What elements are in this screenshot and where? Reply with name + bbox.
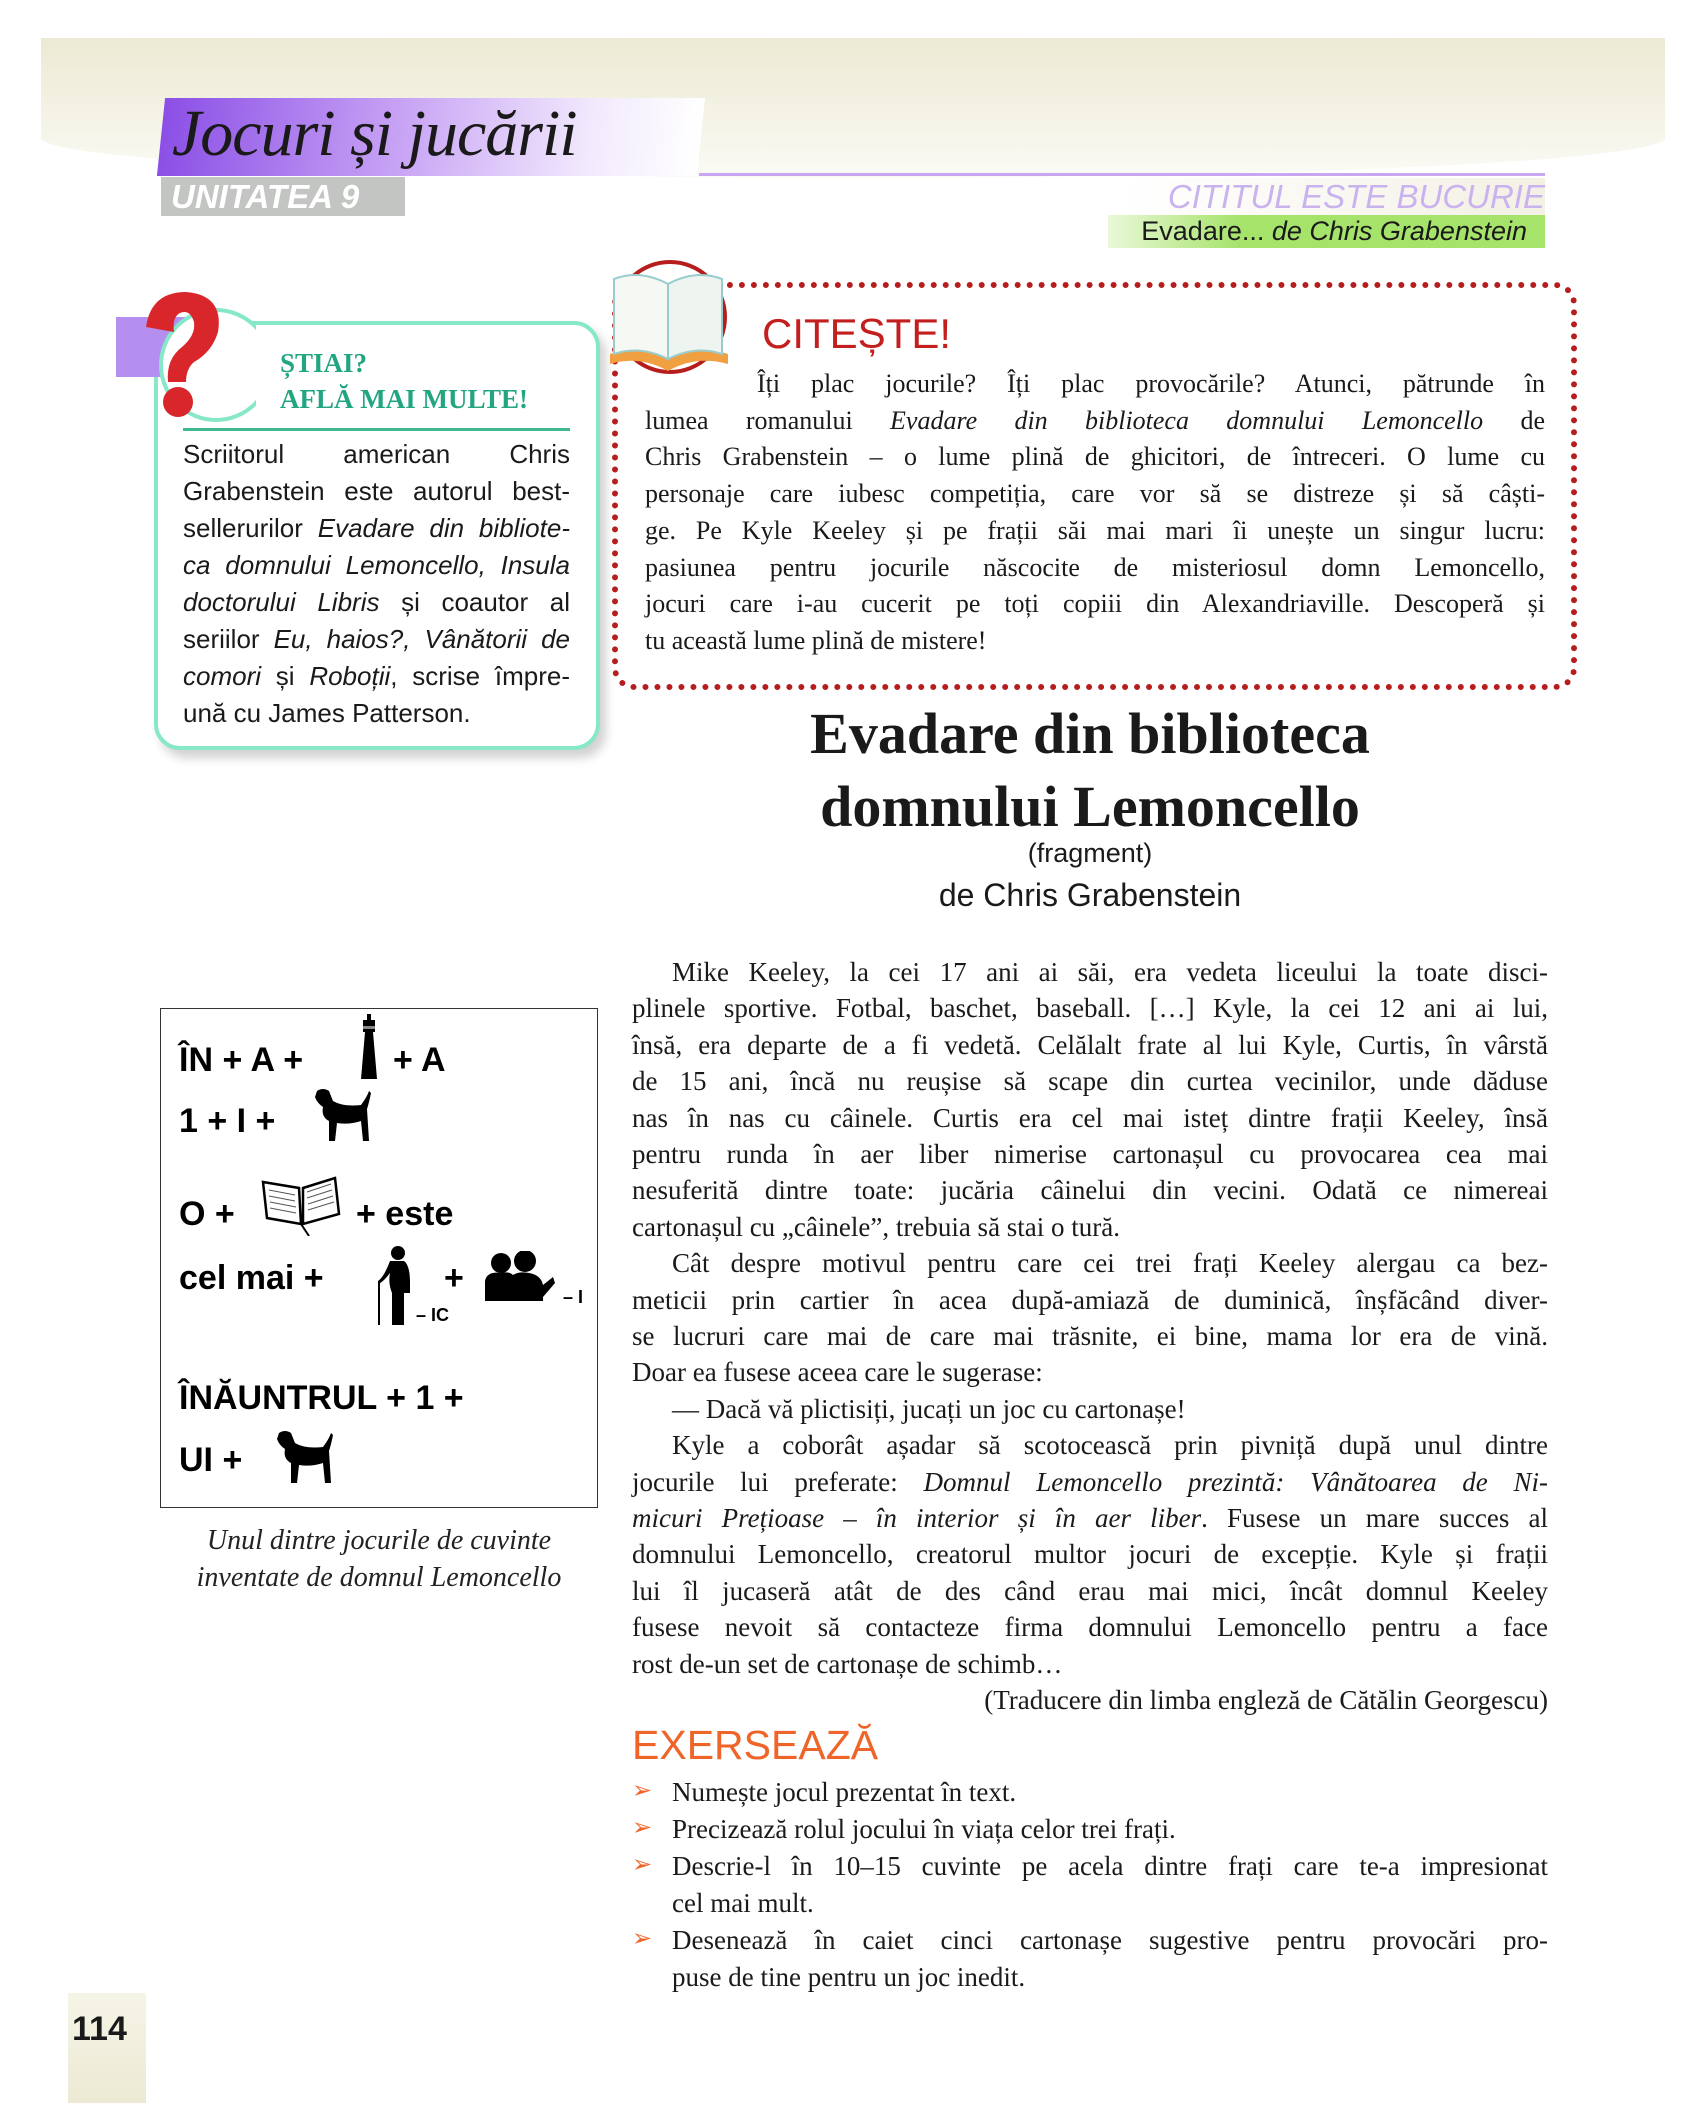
puzzle-row-5: ÎNĂUNTRUL + 1 + [179,1379,464,1417]
exercise-item: Desenează în caiet cinci cartonașe sugestive pentru provocări pro- [672,1925,1548,1955]
info-line [183,621,570,658]
text: meticii prin cartier în acea după-amiază de duminică, înșfăcând diver- [632,1284,1548,1315]
text: însă, era departe de a fi vedetă. Celălalt frate al lui Kyle, Curtis, în vârstă [632,1029,1548,1060]
text: sellerurilor [183,513,318,543]
unit-label: UNITATEA 9 [161,177,405,216]
old-man-icon [376,1245,416,1325]
story-line [672,954,1548,990]
text: Grabenstein este autorul best- [183,476,570,506]
text: seriilor [183,624,274,654]
text: pasiunea pentru jocurile născocite de misteriosul domn Lemoncello, [645,552,1545,582]
story-line [632,1172,1548,1208]
lesson-subtitle [1108,215,1545,248]
section-label: CITITUL ESTE BUCURIE [1122,178,1545,216]
read-line [645,623,1545,660]
puzzle-caption [160,1522,598,1596]
question-mark-icon [116,287,256,423]
story-title-line-2: domnului Lemoncello [820,774,1360,839]
puzzle-row-1a: ÎN + A + [179,1041,304,1079]
text: jocuri care i-au cucerit pe toți copiii din Alexandriaville. Descoperă și [645,589,1545,619]
read-line [645,403,1545,440]
text: — Dacă vă plictisiți, jucați un joc cu cartonașe! [672,1393,1186,1424]
bullet-arrow-icon: ➢ [632,1852,653,1878]
bullet-arrow-icon: ➢ [632,1778,653,1804]
story-line [632,1609,1548,1645]
puzzle-row-4b: + [444,1259,464,1297]
caption-line-2: inventate de domnul Lemoncello [196,1562,562,1593]
story-line [672,1427,1548,1463]
text: jocurile lui preferate: [632,1466,924,1497]
story-line [632,1136,1548,1172]
text: Chris Grabenstein – o lume plină de ghicitori, de întreceri. O lume cu [645,442,1545,472]
story-line [632,1100,1548,1136]
text: rost de-un set de cartonașe de schimb… [632,1648,1063,1679]
italic-text: comori [183,661,262,691]
italic-text: Roboții [309,661,391,691]
read-line [645,476,1545,513]
info-heading-2: AFLĂ MAI MULTE! [280,384,529,414]
text: domnului Lemoncello, creatorul multor jocuri de excepție. Kyle și frații [632,1539,1548,1570]
exercise-item: cel mai mult. [672,1888,814,1918]
text: Cât despre motivul pentru care cei trei frați Keeley alergau ca bez- [672,1248,1548,1279]
unit-title: Jocuri și jucării [172,97,577,170]
story-line [632,1464,1548,1500]
exercise-item: Descrie-l în 10–15 cuvinte pe acela dintre frați care te-a impresionat [672,1851,1548,1881]
dog-icon [313,1087,373,1143]
read-line [645,439,1545,476]
story-line [632,1354,1548,1390]
text: plinele sportive. Fotbal, baschet, baseball. […] Kyle, la cei 12 ani ai lui, [632,993,1548,1024]
text: și coautor al [379,587,570,617]
puzzle-minus-ic: – IC [416,1305,450,1325]
text: se lucruri care mai de care mai trăsnite, ei bine, mama lor era de vină. [632,1321,1548,1351]
puzzle-row-3a: O + [179,1195,235,1233]
italic-text: Domnul Lemoncello prezintă: Vânătoarea de Ni- [923,1466,1548,1497]
page-number: 114 [72,2010,127,2048]
story-line [632,1318,1548,1354]
text: tu această lume plină de mistere! [645,625,987,655]
info-line [183,695,570,732]
story-line [632,1573,1548,1609]
info-line [183,473,570,510]
lighthouse-icon [356,1014,382,1079]
text: Scriitorul american Chris [183,439,570,469]
italic-text: Eu, haios?, Vânătorii de [273,624,570,654]
exercises-heading: EXERSEAZĂ [632,1722,879,1768]
story-line [632,1282,1548,1318]
info-line [183,547,570,584]
italic-text: micuri Prețioase – în interior și în aer liber [632,1503,1202,1533]
read-line [645,550,1545,587]
italic-text: Evadare din biblioteca domnului Lemoncello [890,405,1484,435]
story-line [632,1500,1548,1536]
exercise-item: Precizează rolul jocului în viața celor trei frați. [672,1814,1176,1844]
bullet-arrow-icon: ➢ [632,1815,653,1841]
text: . Fusese un mare succes al [1201,1503,1549,1533]
book-icon [261,1174,341,1236]
text: lumea romanului [645,405,891,435]
text: ge. Pe Kyle Keeley și pe frații săi mai mari îi unește un singur lucru: [645,515,1545,545]
info-heading-1: ȘTIAI? [280,348,368,378]
puzzle-row-4a: cel mai + [179,1259,324,1297]
story-line [632,1209,1548,1245]
read-line [645,586,1545,623]
story-line [672,1391,1548,1427]
text: fusese nevoit să contacteze firma domnului Lemoncello pentru a face [632,1612,1548,1643]
read-line [757,366,1545,403]
subtitle-text: Evadare... [1141,216,1272,246]
caption-line-1: Unul dintre jocurile de cuvinte [206,1525,552,1556]
story-line [632,1063,1548,1099]
text: Kyle a coborât așadar să scotocească prin pivniță după unul dintre [672,1430,1548,1461]
text: pentru runda în aer liber nimerise cartonașul cu provocarea cea mai [632,1139,1548,1169]
open-book-icon [600,259,737,375]
italic-text: Evadare din bibliote- [317,513,570,543]
italic-text: ca domnului Lemoncello, Insula [183,550,570,580]
story-line [632,1536,1548,1572]
text: ună cu James Patterson. [183,698,471,728]
text: nas în nas cu câinele. Curtis era cel mai isteț dintre frații Keeley, însă [632,1102,1548,1133]
info-line [183,658,570,695]
puzzle-row-3b: + este [356,1195,454,1233]
text: (Traducere din limba engleză de Cătălin Georgescu) [984,1685,1548,1715]
text: și [261,661,310,691]
story-author: de Chris Grabenstein [938,877,1242,913]
text: Doar ea fusese aceea care le sugerase: [632,1357,1043,1388]
text: cartonașul cu „câinele”, trebuia să stai o tură. [632,1211,1121,1242]
old-couple-icon [483,1251,558,1301]
text: Mike Keeley, la cei 17 ani ai săi, era vedeta liceului la toate disci- [672,957,1548,987]
bullet-arrow-icon: ➢ [632,1926,653,1952]
text: Îți plac jocurile? Îți plac provocările? Atunci, pătrunde în [757,369,1545,398]
story-line [632,1682,1548,1718]
dog-icon [275,1429,335,1485]
story-line [672,1245,1548,1281]
info-line [183,436,570,473]
text: de 15 ani, încă nu reușise să scape din curtea vecinilor, unde dăduse [632,1066,1548,1097]
read-heading: CITEȘTE! [762,310,952,357]
exercise-item: puse de tine pentru un joc inedit. [672,1962,1026,1992]
story-line [632,1646,1548,1682]
info-divider [183,428,570,431]
text: nesuferită dintre toate: jucăria câinelui din vecini. Odată ce nimereai [632,1175,1548,1206]
header-divider [699,173,1545,176]
puzzle-row-6: UI + [179,1441,243,1479]
info-line [183,584,570,621]
word-puzzle [160,1008,598,1508]
fragment-label: (fragment) [1027,838,1153,868]
italic-text: doctorului Libris [183,587,380,617]
story-line [632,990,1548,1026]
info-line [183,510,570,547]
puzzle-row-1b: + A [393,1041,446,1079]
exercise-item: Numește jocul prezentat în text. [672,1777,1017,1807]
subtitle-author: de Chris Grabenstein [1271,216,1527,246]
text: personaje care iubesc competiția, care vor să se distreze și să câști- [645,479,1545,509]
read-line [645,513,1545,550]
text: , scrise împre- [390,661,570,691]
story-line [632,1027,1548,1063]
puzzle-minus-i: – I [563,1287,584,1307]
story-title-line-1: Evadare din biblioteca [810,701,1370,766]
puzzle-row-2: 1 + I + [179,1102,276,1140]
text: de [1483,405,1545,435]
text: lui îl jucaseră atât de des când erau mai mici, încât domnul Keeley [632,1575,1548,1606]
